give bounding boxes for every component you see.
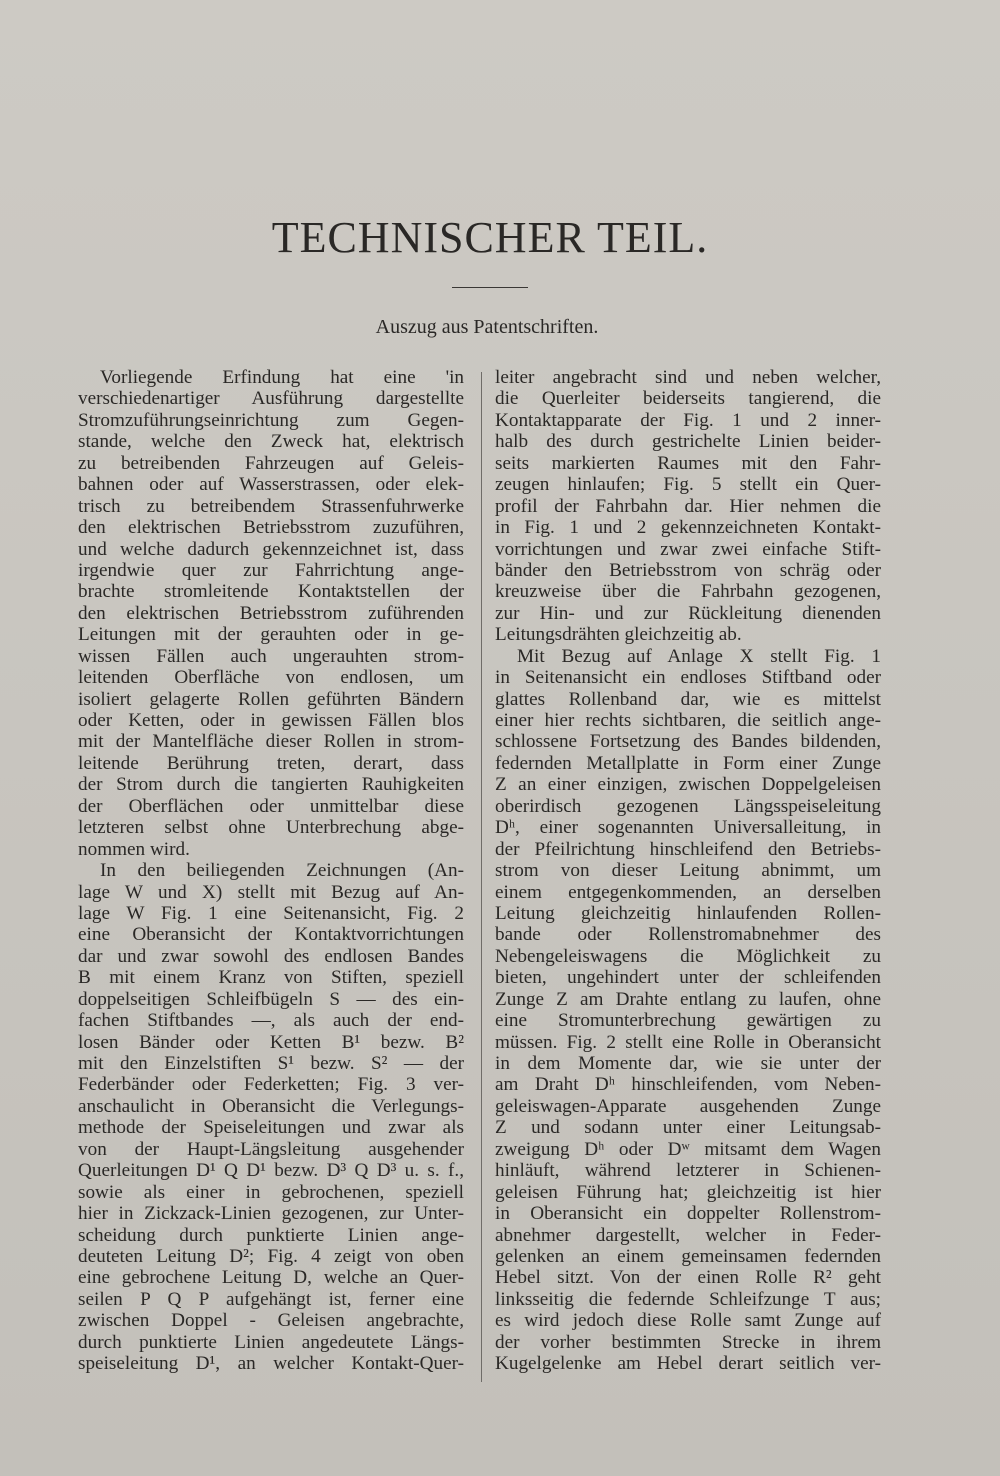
text-line: eine Stromunterbrechung gewärtigen zu — [495, 1010, 881, 1032]
text-line: es wird jedoch diese Rolle samt Zunge auf — [495, 1310, 881, 1332]
text-line: seilen P Q P aufgehängt ist, ferner eine — [78, 1288, 464, 1310]
text-line: bänder den Betriebsstrom von schräg oder — [495, 559, 881, 581]
text-line: verschiedenartiger Ausführung dargestellte — [78, 388, 464, 410]
text-line: irgendwie quer zur Fahrrichtung ange- — [78, 559, 464, 581]
text-line: strom von dieser Leitung abnimmt, um — [495, 860, 881, 882]
text-line: methode der Speiseleitungen und zwar als — [78, 1117, 464, 1139]
text-line: losen Bänder oder Ketten B¹ bezw. B² — [78, 1031, 464, 1053]
text-line: den elektrischen Betriebsstrom zuführenden — [78, 602, 464, 624]
text-line: seits markierten Raumes mit den Fahr- — [495, 452, 881, 474]
title-rule — [452, 287, 528, 288]
text-line: zweigung Dʰ oder Dʷ mitsamt dem Wagen — [495, 1138, 881, 1160]
text-line: der Oberflächen oder unmittelbar diese — [78, 795, 464, 817]
text-line: Vorliegende Erfindung hat eine 'in — [100, 367, 464, 388]
text-line: schlossene Fortsetzung des Bandes bildenden, — [495, 731, 881, 753]
text-line: in dem Momente dar, wie sie unter der — [495, 1053, 881, 1074]
text-line: gelenken an einem gemeinsamen federnden — [495, 1245, 881, 1267]
text-line: dar und zwar sowohl des endlosen Bandes — [78, 945, 464, 967]
text-line: Dʰ, einer sogenannten Universalleitung, in — [495, 817, 881, 839]
text-line: doppelseitigen Schleifbügeln S — des ein- — [78, 988, 464, 1010]
text-line: bieten, ungehindert unter der schleifenden — [495, 967, 881, 989]
text-line: hier in Zickzack-Linien gezogenen, zur Unter- — [78, 1203, 464, 1225]
text-line: kreuzweise über die Fahrbahn gezogenen, — [495, 581, 881, 603]
text-line: und welche dadurch gekennzeichnet ist, dass — [78, 538, 464, 560]
text-line: Leitungen mit der gerauhten oder in ge- — [78, 624, 464, 646]
text-line: brachte stromleitende Kontaktstellen der — [78, 581, 464, 603]
text-line: eine Oberansicht der Kontaktvorrichtungen — [78, 924, 464, 946]
text-line: in Seitenansicht ein endloses Stiftband oder — [495, 667, 881, 689]
text-line: lage W Fig. 1 eine Seitenansicht, Fig. 2 — [78, 902, 464, 924]
text-line: der vorher bestimmten Strecke in ihrem — [495, 1331, 881, 1353]
text-line: hinläuft, während letzterer in Schienen- — [495, 1160, 881, 1182]
column-divider — [481, 372, 482, 1382]
text-line: Kontaktapparate der Fig. 1 und 2 inner- — [495, 409, 881, 431]
text-line: Z an einer einzigen, zwischen Doppelgeleisen — [495, 774, 881, 796]
text-line: abnehmer dargestellt, welcher in Feder- — [495, 1224, 881, 1246]
text-line: leitende Berührung treten, derart, dass — [78, 752, 464, 774]
text-line: anschaulicht in Oberansicht die Verlegungs- — [78, 1095, 464, 1117]
text-line: von der Haupt-Längsleitung ausgehender — [78, 1138, 464, 1160]
text-line: lage W und X) stellt mit Bezug auf An- — [78, 881, 464, 903]
text-line: sowie als einer in gebrochenen, speziell — [78, 1181, 464, 1203]
text-line: in Oberansicht ein doppelter Rollenstrom- — [495, 1203, 881, 1225]
text-line: leitenden Oberfläche von endlosen, um — [78, 667, 464, 689]
text-line: mit der Mantelfläche dieser Rollen in strom- — [78, 731, 464, 753]
text-line: vorrichtungen und zwar zwei einfache Stift- — [495, 538, 881, 560]
text-line: eine gebrochene Leitung D, welche an Quer- — [78, 1267, 464, 1289]
text-line: oder Ketten, oder in gewissen Fällen blos — [78, 710, 464, 731]
text-line: Hebel sitzt. Von der einen Rolle R² geht — [495, 1267, 881, 1289]
text-line: der Pfeilrichtung hinschleifend den Betriebs- — [495, 838, 881, 860]
text-line: bande oder Rollenstromabnehmer des — [495, 924, 881, 946]
text-line: oberirdisch gezogenen Längsspeiseleitung — [495, 795, 881, 817]
text-line: wissen Fällen auch ungerauhten strom- — [78, 645, 464, 667]
text-line: mit den Einzelstiften S¹ bezw. S² — der — [78, 1053, 464, 1074]
text-line: geleisen Führung hat; gleichzeitig ist hier — [495, 1181, 881, 1203]
text-line: in Fig. 1 und 2 gekennzeichneten Kontakt- — [495, 517, 881, 539]
text-line: Mit Bezug auf Anlage X stellt Fig. 1 — [517, 645, 881, 667]
text-line: nommen wird. — [78, 838, 190, 860]
text-line: glattes Rollenband dar, wie es mittelst — [495, 688, 881, 710]
text-line: speiseleitung D¹, an welcher Kontakt-Quer- — [78, 1353, 464, 1375]
text-line: federnden Metallplatte in Form einer Zunge — [495, 752, 881, 774]
text-line: Zunge Z am Drahte entlang zu laufen, ohne — [495, 988, 881, 1010]
text-line: halb des durch gestrichelte Linien beider- — [495, 431, 881, 453]
text-line: Leitung gleichzeitig hinlaufenden Rollen- — [495, 902, 881, 924]
text-line: letzteren selbst ohne Unterbrechung abge- — [78, 817, 464, 839]
text-line: Federbänder oder Federketten; Fig. 3 ver- — [78, 1074, 464, 1096]
text-line: scheidung durch punktierte Linien ange- — [78, 1224, 464, 1246]
text-line: zu betreibenden Fahrzeugen auf Geleis- — [78, 452, 464, 474]
text-line: zwischen Doppel - Geleisen angebrachte, — [78, 1310, 464, 1332]
text-line: den elektrischen Betriebsstrom zuzuführen, — [78, 517, 464, 539]
text-line: Querleitungen D¹ Q D¹ bezw. D³ Q D³ u. s. f., — [78, 1160, 464, 1182]
text-line: der Strom durch die tangierten Rauhigkeiten — [78, 774, 464, 796]
section-subtitle: Auszug aus Patentschriften. — [375, 316, 599, 338]
text-line: durch punktierte Linien angedeutete Längs- — [78, 1331, 464, 1353]
text-line: Leitungsdrähten gleichzeitig ab. — [495, 624, 742, 646]
text-line: einer hier rechts sichtbaren, die seitlich ange- — [495, 710, 881, 731]
text-line: In den beiliegenden Zeichnungen (An- — [100, 860, 464, 882]
text-line: am Draht Dʰ hinschleifenden, vom Neben- — [495, 1074, 881, 1096]
text-line: leiter angebracht sind und neben welcher, — [495, 367, 881, 388]
left-text-column — [78, 367, 464, 1375]
text-line: müssen. Fig. 2 stellt eine Rolle in Oberansicht — [495, 1031, 881, 1053]
text-line: Kugelgelenke am Hebel derart seitlich ver- — [495, 1353, 881, 1375]
text-line: trisch zu betreibendem Strassenfuhrwerke — [78, 495, 464, 517]
text-line: die Querleiter beiderseits tangierend, die — [495, 388, 881, 410]
text-line: isoliert gelagerte Rollen geführten Bändern — [78, 688, 464, 710]
text-line: zur Hin- und zur Rückleitung dienenden — [495, 602, 881, 624]
text-line: zeugen hinlaufen; Fig. 5 stellt ein Quer- — [495, 474, 881, 496]
text-line: deuteten Leitung D²; Fig. 4 zeigt von oben — [78, 1245, 464, 1267]
page-title: TECHNISCHER TEIL. — [271, 213, 709, 262]
text-line: fachen Stiftbandes —, als auch der end- — [78, 1010, 464, 1032]
text-line: profil der Fahrbahn dar. Hier nehmen die — [495, 495, 881, 517]
text-line: Nebengeleiswagens die Möglichkeit zu — [495, 945, 881, 967]
text-line: linksseitig die federnde Schleifzunge T aus; — [495, 1288, 881, 1310]
text-line: Stromzuführungseinrichtung zum Gegen- — [78, 409, 464, 431]
text-line: geleiswagen-Apparate ausgehenden Zunge — [495, 1095, 881, 1117]
text-line: stande, welche den Zweck hat, elektrisch — [78, 431, 464, 453]
text-line: Z und sodann unter einer Leitungsab- — [495, 1117, 881, 1139]
text-line: B mit einem Kranz von Stiften, speziell — [78, 967, 464, 989]
text-line: bahnen oder auf Wasserstrassen, oder elek- — [78, 474, 464, 496]
right-text-column — [495, 367, 881, 1375]
text-line: einem entgegenkommenden, an derselben — [495, 881, 881, 903]
